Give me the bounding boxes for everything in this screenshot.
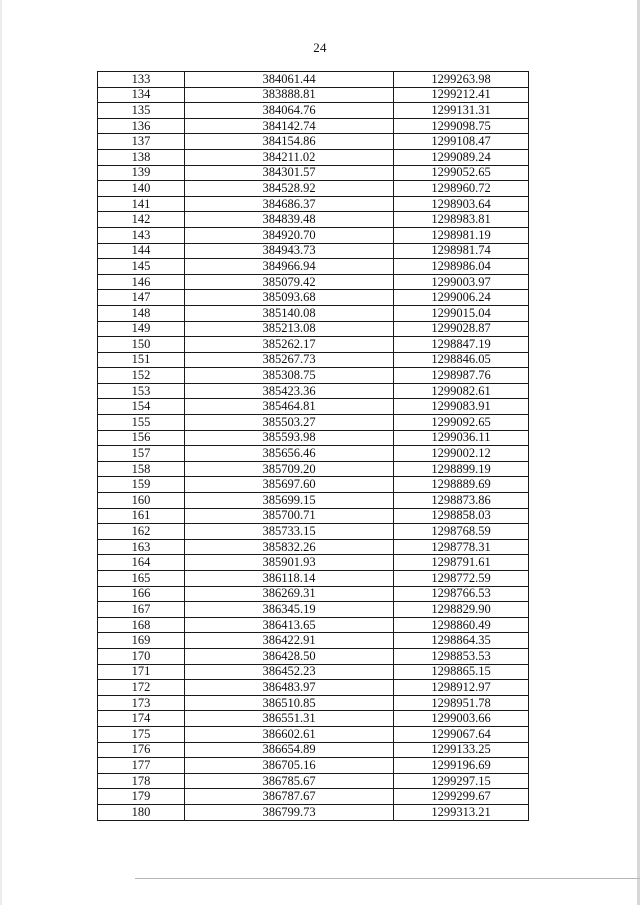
y-coordinate-cell: 1298865.15 <box>394 664 529 680</box>
table-row <box>98 446 529 462</box>
y-coordinate-cell: 1298791.61 <box>394 555 529 571</box>
point-number-cell: 156 <box>98 430 185 446</box>
x-coordinate-cell: 385832.26 <box>185 539 394 555</box>
point-number-cell: 159 <box>98 477 185 493</box>
point-number-cell: 175 <box>98 726 185 742</box>
y-coordinate-cell: 1298829.90 <box>394 602 529 618</box>
point-number-cell: 174 <box>98 711 185 727</box>
table-row <box>98 602 529 618</box>
table-row <box>98 664 529 680</box>
table-row <box>98 134 529 150</box>
y-coordinate-cell: 1298766.53 <box>394 586 529 602</box>
table-row <box>98 633 529 649</box>
point-number-cell: 140 <box>98 181 185 197</box>
y-coordinate-cell: 1299028.87 <box>394 321 529 337</box>
y-coordinate-cell: 1298768.59 <box>394 524 529 540</box>
table-row <box>98 352 529 368</box>
table-row <box>98 337 529 353</box>
coordinates-table-body <box>98 72 529 821</box>
y-coordinate-cell: 1299082.61 <box>394 383 529 399</box>
table-row <box>98 789 529 805</box>
table-row <box>98 711 529 727</box>
x-coordinate-cell: 384528.92 <box>185 181 394 197</box>
y-coordinate-cell: 1299003.97 <box>394 274 529 290</box>
x-coordinate-cell: 386269.31 <box>185 586 394 602</box>
y-coordinate-cell: 1299083.91 <box>394 399 529 415</box>
table-row <box>98 243 529 259</box>
x-coordinate-cell: 384686.37 <box>185 196 394 212</box>
x-coordinate-cell: 386785.67 <box>185 773 394 789</box>
y-coordinate-cell: 1299098.75 <box>394 118 529 134</box>
y-coordinate-cell: 1299052.65 <box>394 165 529 181</box>
point-number-cell: 134 <box>98 87 185 103</box>
y-coordinate-cell: 1298864.35 <box>394 633 529 649</box>
point-number-cell: 177 <box>98 758 185 774</box>
scan-line-bottom <box>135 878 640 879</box>
x-coordinate-cell: 386787.67 <box>185 789 394 805</box>
table-row <box>98 773 529 789</box>
table-row <box>98 461 529 477</box>
table-row <box>98 259 529 275</box>
point-number-cell: 169 <box>98 633 185 649</box>
x-coordinate-cell: 385700.71 <box>185 508 394 524</box>
point-number-cell: 148 <box>98 305 185 321</box>
x-coordinate-cell: 384920.70 <box>185 227 394 243</box>
table-row <box>98 430 529 446</box>
point-number-cell: 155 <box>98 415 185 431</box>
point-number-cell: 137 <box>98 134 185 150</box>
page-number: 24 <box>313 40 327 55</box>
y-coordinate-cell: 1299131.31 <box>394 103 529 119</box>
point-number-cell: 165 <box>98 571 185 587</box>
point-number-cell: 138 <box>98 149 185 165</box>
point-number-cell: 143 <box>98 227 185 243</box>
x-coordinate-cell: 386428.50 <box>185 648 394 664</box>
table-row <box>98 508 529 524</box>
table-row <box>98 212 529 228</box>
y-coordinate-cell: 1298847.19 <box>394 337 529 353</box>
y-coordinate-cell: 1299297.15 <box>394 773 529 789</box>
y-coordinate-cell: 1299108.47 <box>394 134 529 150</box>
x-coordinate-cell: 384064.76 <box>185 103 394 119</box>
point-number-cell: 146 <box>98 274 185 290</box>
y-coordinate-cell: 1298981.74 <box>394 243 529 259</box>
x-coordinate-cell: 385423.36 <box>185 383 394 399</box>
table-row <box>98 742 529 758</box>
x-coordinate-cell: 386413.65 <box>185 617 394 633</box>
table-row <box>98 274 529 290</box>
table-row <box>98 493 529 509</box>
point-number-cell: 139 <box>98 165 185 181</box>
table-row <box>98 648 529 664</box>
y-coordinate-cell: 1298903.64 <box>394 196 529 212</box>
x-coordinate-cell: 386118.14 <box>185 571 394 587</box>
y-coordinate-cell: 1299015.04 <box>394 305 529 321</box>
table-row <box>98 539 529 555</box>
point-number-cell: 160 <box>98 493 185 509</box>
x-coordinate-cell: 385593.98 <box>185 430 394 446</box>
table-row <box>98 321 529 337</box>
point-number-cell: 153 <box>98 383 185 399</box>
point-number-cell: 154 <box>98 399 185 415</box>
table-row <box>98 726 529 742</box>
x-coordinate-cell: 384154.86 <box>185 134 394 150</box>
x-coordinate-cell: 386551.31 <box>185 711 394 727</box>
y-coordinate-cell: 1299002.12 <box>394 446 529 462</box>
point-number-cell: 173 <box>98 695 185 711</box>
table-row <box>98 617 529 633</box>
y-coordinate-cell: 1299003.66 <box>394 711 529 727</box>
x-coordinate-cell: 385697.60 <box>185 477 394 493</box>
table-row <box>98 305 529 321</box>
table-row <box>98 149 529 165</box>
y-coordinate-cell: 1298986.04 <box>394 259 529 275</box>
y-coordinate-cell: 1299067.64 <box>394 726 529 742</box>
x-coordinate-cell: 386705.16 <box>185 758 394 774</box>
x-coordinate-cell: 384301.57 <box>185 165 394 181</box>
point-number-cell: 178 <box>98 773 185 789</box>
point-number-cell: 135 <box>98 103 185 119</box>
point-number-cell: 179 <box>98 789 185 805</box>
x-coordinate-cell: 386452.23 <box>185 664 394 680</box>
x-coordinate-cell: 385093.68 <box>185 290 394 306</box>
x-coordinate-cell: 385901.93 <box>185 555 394 571</box>
x-coordinate-cell: 383888.81 <box>185 87 394 103</box>
y-coordinate-cell: 1299263.98 <box>394 72 529 88</box>
x-coordinate-cell: 386510.85 <box>185 695 394 711</box>
y-coordinate-cell: 1298778.31 <box>394 539 529 555</box>
y-coordinate-cell: 1298873.86 <box>394 493 529 509</box>
x-coordinate-cell: 384211.02 <box>185 149 394 165</box>
table-row <box>98 555 529 571</box>
table-row <box>98 758 529 774</box>
x-coordinate-cell: 385267.73 <box>185 352 394 368</box>
x-coordinate-cell: 386422.91 <box>185 633 394 649</box>
scan-edge-left <box>0 0 2 905</box>
point-number-cell: 158 <box>98 461 185 477</box>
y-coordinate-cell: 1298860.49 <box>394 617 529 633</box>
x-coordinate-cell: 385262.17 <box>185 337 394 353</box>
point-number-cell: 168 <box>98 617 185 633</box>
table-row <box>98 571 529 587</box>
y-coordinate-cell: 1299299.67 <box>394 789 529 805</box>
point-number-cell: 164 <box>98 555 185 571</box>
table-row <box>98 368 529 384</box>
point-number-cell: 162 <box>98 524 185 540</box>
point-number-cell: 170 <box>98 648 185 664</box>
point-number-cell: 133 <box>98 72 185 88</box>
x-coordinate-cell: 385503.27 <box>185 415 394 431</box>
y-coordinate-cell: 1298858.03 <box>394 508 529 524</box>
table-row <box>98 383 529 399</box>
x-coordinate-cell: 384966.94 <box>185 259 394 275</box>
point-number-cell: 136 <box>98 118 185 134</box>
x-coordinate-cell: 386483.97 <box>185 680 394 696</box>
x-coordinate-cell: 385699.15 <box>185 493 394 509</box>
y-coordinate-cell: 1298889.69 <box>394 477 529 493</box>
table-row <box>98 586 529 602</box>
x-coordinate-cell: 384142.74 <box>185 118 394 134</box>
table-row <box>98 72 529 88</box>
x-coordinate-cell: 385733.15 <box>185 524 394 540</box>
point-number-cell: 147 <box>98 290 185 306</box>
point-number-cell: 166 <box>98 586 185 602</box>
y-coordinate-cell: 1298772.59 <box>394 571 529 587</box>
table-row <box>98 804 529 820</box>
y-coordinate-cell: 1299212.41 <box>394 87 529 103</box>
point-number-cell: 180 <box>98 804 185 820</box>
y-coordinate-cell: 1298983.81 <box>394 212 529 228</box>
table-row <box>98 227 529 243</box>
point-number-cell: 172 <box>98 680 185 696</box>
x-coordinate-cell: 386345.19 <box>185 602 394 618</box>
table-row <box>98 196 529 212</box>
table-row <box>98 181 529 197</box>
x-coordinate-cell: 384943.73 <box>185 243 394 259</box>
x-coordinate-cell: 385464.81 <box>185 399 394 415</box>
table-row <box>98 165 529 181</box>
x-coordinate-cell: 386602.61 <box>185 726 394 742</box>
x-coordinate-cell: 385140.08 <box>185 305 394 321</box>
point-number-cell: 144 <box>98 243 185 259</box>
table-row <box>98 103 529 119</box>
point-number-cell: 150 <box>98 337 185 353</box>
point-number-cell: 157 <box>98 446 185 462</box>
y-coordinate-cell: 1298981.19 <box>394 227 529 243</box>
y-coordinate-cell: 1298853.53 <box>394 648 529 664</box>
x-coordinate-cell: 385656.46 <box>185 446 394 462</box>
point-number-cell: 176 <box>98 742 185 758</box>
y-coordinate-cell: 1299006.24 <box>394 290 529 306</box>
point-number-cell: 161 <box>98 508 185 524</box>
table-row <box>98 415 529 431</box>
x-coordinate-cell: 384839.48 <box>185 212 394 228</box>
y-coordinate-cell: 1298960.72 <box>394 181 529 197</box>
x-coordinate-cell: 385308.75 <box>185 368 394 384</box>
y-coordinate-cell: 1299196.69 <box>394 758 529 774</box>
point-number-cell: 142 <box>98 212 185 228</box>
table-row <box>98 290 529 306</box>
y-coordinate-cell: 1298846.05 <box>394 352 529 368</box>
table-row <box>98 118 529 134</box>
table-row <box>98 680 529 696</box>
point-number-cell: 151 <box>98 352 185 368</box>
y-coordinate-cell: 1298987.76 <box>394 368 529 384</box>
y-coordinate-cell: 1298912.97 <box>394 680 529 696</box>
y-coordinate-cell: 1299089.24 <box>394 149 529 165</box>
y-coordinate-cell: 1298899.19 <box>394 461 529 477</box>
x-coordinate-cell: 386654.89 <box>185 742 394 758</box>
y-coordinate-cell: 1299313.21 <box>394 804 529 820</box>
y-coordinate-cell: 1299036.11 <box>394 430 529 446</box>
x-coordinate-cell: 386799.73 <box>185 804 394 820</box>
point-number-cell: 163 <box>98 539 185 555</box>
table-row <box>98 399 529 415</box>
point-number-cell: 167 <box>98 602 185 618</box>
point-number-cell: 171 <box>98 664 185 680</box>
table-row <box>98 477 529 493</box>
x-coordinate-cell: 385213.08 <box>185 321 394 337</box>
point-number-cell: 145 <box>98 259 185 275</box>
point-number-cell: 152 <box>98 368 185 384</box>
x-coordinate-cell: 384061.44 <box>185 72 394 88</box>
y-coordinate-cell: 1298951.78 <box>394 695 529 711</box>
y-coordinate-cell: 1299092.65 <box>394 415 529 431</box>
x-coordinate-cell: 385709.20 <box>185 461 394 477</box>
point-number-cell: 149 <box>98 321 185 337</box>
table-row <box>98 87 529 103</box>
coordinates-table <box>97 71 529 821</box>
table-row <box>98 524 529 540</box>
y-coordinate-cell: 1299133.25 <box>394 742 529 758</box>
table-row <box>98 695 529 711</box>
point-number-cell: 141 <box>98 196 185 212</box>
x-coordinate-cell: 385079.42 <box>185 274 394 290</box>
